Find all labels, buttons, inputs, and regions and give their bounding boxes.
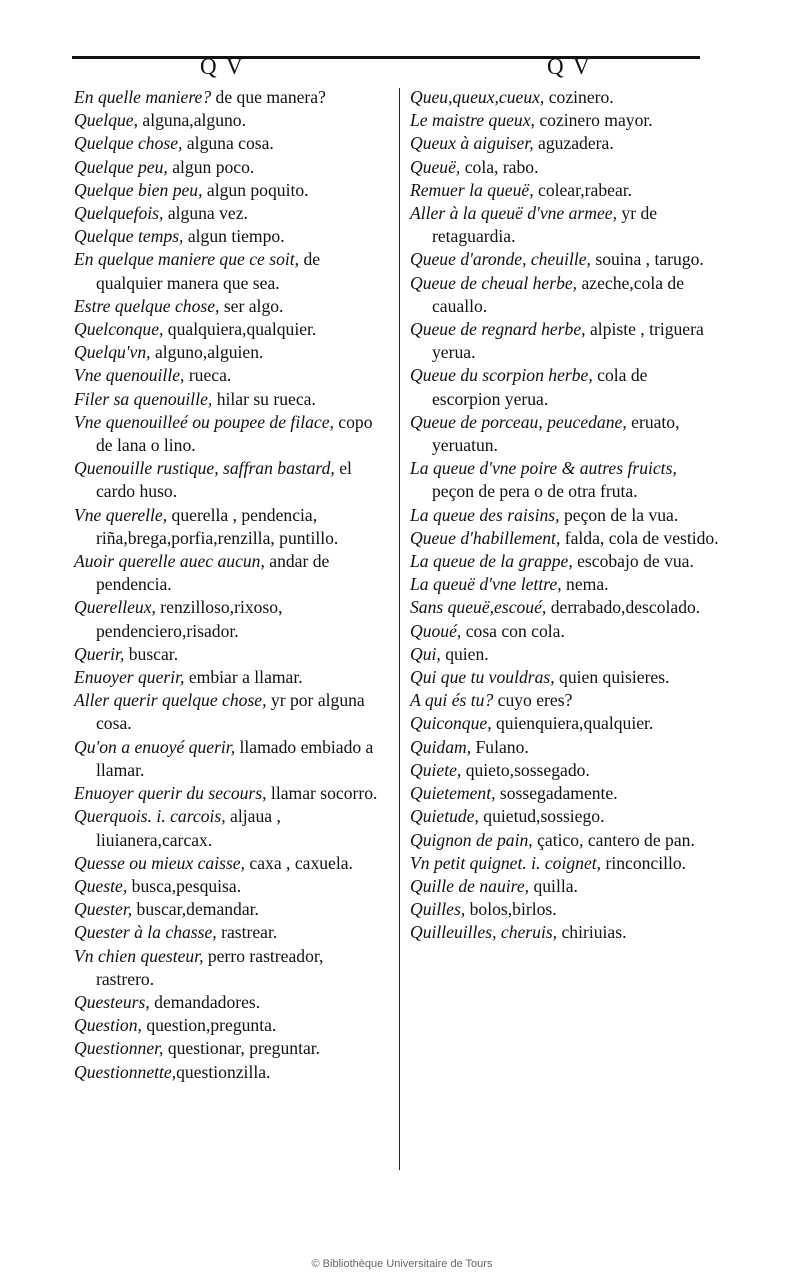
entry-translation: de que manera? — [211, 87, 326, 107]
dictionary-entry — [410, 411, 720, 457]
entry-headword: Queux à aiguiser, — [410, 133, 534, 154]
entry-translation: cosa con cola. — [461, 620, 565, 641]
entry-translation: caxa , caxuela. — [245, 852, 353, 873]
entry-translation: embiar a llamar. — [184, 667, 303, 688]
entry-translation: questionzilla. — [176, 1061, 271, 1082]
dictionary-entry — [410, 527, 720, 550]
entry-headword: Vne querelle, — [74, 504, 168, 525]
dictionary-entry — [74, 202, 379, 225]
entry-translation: quieto,sossegado. — [461, 759, 590, 780]
dictionary-entry — [410, 759, 720, 782]
entry-headword: Quester à la chasse, — [74, 922, 217, 943]
entry-translation: algun tiempo. — [183, 226, 285, 247]
running-head-right: Q V — [547, 54, 592, 79]
dictionary-entry — [410, 179, 720, 202]
entry-headword: Quignon de pain, — [410, 829, 533, 850]
dictionary-entry — [410, 875, 720, 898]
entry-translation: rastrear. — [216, 922, 278, 943]
entry-translation: perro rastreador, rastrero. — [96, 945, 324, 989]
entry-headword: Vn petit quignet. i. coignet, — [410, 852, 602, 873]
entry-headword: Vn chien questeur, — [74, 945, 204, 966]
entry-headword: La queue de la grappe, — [410, 551, 573, 572]
dictionary-entry — [410, 504, 720, 527]
entry-translation: alguna cosa. — [182, 133, 274, 154]
dictionary-entry — [410, 248, 720, 271]
running-head-left: Q V — [200, 54, 245, 79]
entry-headword: Querelleux, — [74, 597, 156, 618]
entry-headword: Quilleuilles, cheruis, — [410, 922, 558, 943]
entry-translation: souina , tarugo. — [590, 249, 704, 270]
entry-translation: alguna vez. — [163, 203, 248, 224]
entry-headword: La queue d'vne poire & autres fruicts, — [410, 458, 677, 479]
entry-headword: Querir, — [74, 643, 125, 664]
dictionary-entry — [410, 156, 720, 179]
entry-headword: Qui que tu vouldras, — [410, 667, 555, 688]
entry-translation: el cardo huso. — [96, 458, 352, 502]
entry-translation: buscar,demandar. — [132, 899, 259, 920]
dictionary-entry — [74, 504, 379, 550]
dictionary-entry — [74, 945, 379, 991]
dictionary-entry — [410, 109, 720, 132]
entry-headword: Queue de cheual herbe, — [410, 272, 578, 293]
dictionary-entry — [410, 805, 720, 828]
entry-headword: Qu'on a enuoyé querir, — [74, 736, 236, 757]
entry-translation: escobajo de vua. — [572, 551, 694, 572]
dictionary-entry — [410, 782, 720, 805]
entry-translation: llamado embiado a llamar. — [96, 736, 374, 780]
entry-headword: La queue des raisins, — [410, 504, 560, 525]
dictionary-entry — [74, 86, 379, 109]
entry-translation: aljaua , liuianera,carcax. — [96, 806, 281, 850]
entry-translation: Fulano. — [471, 736, 529, 757]
entry-headword: Aller à la queuë d'vne armee, — [410, 203, 618, 224]
entry-translation: nema. — [561, 574, 609, 595]
entry-translation: querella , pendencia, riña,brega,porfia,renzilla, puntillo. — [96, 504, 339, 548]
entry-headword: Questionner, — [74, 1038, 164, 1059]
entry-headword: Quelque peu, — [74, 156, 168, 177]
dictionary-entry — [74, 898, 379, 921]
dictionary-entry — [410, 596, 720, 619]
dictionary-entry — [74, 1014, 379, 1037]
dictionary-entry — [74, 596, 379, 642]
entry-translation: cola de escorpion yerua. — [432, 365, 648, 409]
entry-translation: algun poquito. — [202, 179, 309, 200]
entry-translation: rinconcillo. — [601, 852, 687, 873]
entry-translation: yr de retaguardia. — [432, 203, 658, 247]
entry-headword: Queue d'habillement, — [410, 527, 561, 548]
entry-translation: ser algo. — [219, 295, 284, 316]
dictionary-entry — [410, 620, 720, 643]
entry-headword: Remuer la queuë, — [410, 179, 534, 200]
footer-credit: © Bibliothèque Universitaire de Tours — [311, 1258, 493, 1270]
dictionary-entry — [74, 852, 379, 875]
dictionary-entry — [410, 689, 720, 712]
dictionary-entry — [74, 736, 379, 782]
entry-translation: bolos,birlos. — [465, 899, 557, 920]
dictionary-entry — [74, 666, 379, 689]
entry-translation: cuyo eres? — [493, 690, 573, 711]
dictionary-entry — [410, 829, 720, 852]
entry-headword: Queue de regnard herbe, — [410, 319, 586, 340]
column-divider — [399, 88, 400, 1170]
entry-translation: cola, rabo. — [460, 156, 539, 177]
dictionary-entry — [74, 388, 379, 411]
dictionary-entry — [410, 318, 720, 364]
dictionary-entry — [74, 295, 379, 318]
entry-headword: Queue d'aronde, cheuille, — [410, 249, 591, 270]
entry-headword: Estre quelque chose, — [74, 295, 220, 316]
dictionary-entry — [410, 86, 720, 109]
entry-translation: de qualquier manera que sea. — [96, 249, 321, 293]
entry-headword: Questionnette, — [74, 1061, 177, 1082]
entry-translation: yr por alguna cosa. — [96, 690, 365, 734]
dictionary-entry — [74, 550, 379, 596]
dictionary-entry — [74, 921, 379, 944]
entry-translation: aguzadera. — [533, 133, 614, 154]
entry-translation: question,pregunta. — [141, 1015, 277, 1036]
entry-translation: alguna,alguno. — [138, 110, 246, 131]
dictionary-entry — [410, 666, 720, 689]
entry-headword: A qui és tu? — [410, 690, 494, 711]
dictionary-entry — [74, 782, 379, 805]
entry-translation: falda, cola de vestido. — [560, 527, 719, 548]
entry-headword: Sans queuë,escoué, — [410, 597, 547, 618]
entry-headword: Queuë, — [410, 156, 461, 177]
dictionary-entry — [74, 341, 379, 364]
dictionary-entry — [74, 805, 379, 851]
entry-headword: Enuoyer querir, — [74, 667, 185, 688]
entry-translation: qualquiera,qualquier. — [163, 319, 317, 340]
dictionary-entry — [74, 248, 379, 294]
entry-headword: En quelle maniere? — [74, 87, 212, 107]
entry-translation: rueca. — [184, 365, 232, 386]
entry-headword: Quoué, — [410, 620, 462, 641]
entry-headword: Quietude, — [410, 806, 479, 827]
entry-headword: Queue de porceau, peucedane, — [410, 411, 627, 432]
entry-translation: renzilloso,rixoso, pendenciero,risador. — [96, 597, 283, 641]
entry-headword: Querquois. i. carcois, — [74, 806, 226, 827]
dictionary-entry — [74, 411, 379, 457]
dictionary-entry — [410, 202, 720, 248]
dictionary-entry — [410, 852, 720, 875]
entry-headword: Quidam, — [410, 736, 472, 757]
entry-headword: Le maistre queux, — [410, 110, 535, 131]
entry-headword: Quietement, — [410, 783, 496, 804]
entry-translation: sossegadamente. — [495, 783, 618, 804]
entry-translation: alguno,alguien. — [150, 342, 264, 363]
entry-translation: llamar socorro. — [266, 783, 378, 804]
entry-headword: Quilles, — [410, 899, 466, 920]
dictionary-entry — [74, 643, 379, 666]
entry-headword: Queu,queux,cueux, — [410, 87, 545, 107]
entry-translation: cozinero mayor. — [534, 110, 653, 131]
top-rule — [72, 56, 700, 59]
entry-translation: questionar, preguntar. — [163, 1038, 321, 1059]
dictionary-entry — [410, 132, 720, 155]
entry-headword: Vne quenouille, — [74, 365, 185, 386]
entry-translation: cozinero. — [544, 87, 614, 107]
entry-translation: hilar su rueca. — [212, 388, 316, 409]
entry-translation: peçon de pera o de otra fruta. — [432, 481, 638, 502]
entry-headword: Queue du scorpion herbe, — [410, 365, 593, 386]
entry-headword: Enuoyer querir du secours, — [74, 783, 267, 804]
entry-headword: Queste, — [74, 875, 128, 896]
dictionary-entry — [410, 457, 720, 503]
entry-translation: derrabado,descolado. — [546, 597, 701, 618]
entry-headword: Auoir querelle auec aucun, — [74, 551, 265, 572]
dictionary-entry — [74, 1061, 379, 1084]
entry-translation: quienquiera,qualquier. — [491, 713, 654, 734]
entry-translation: andar de pendencia. — [96, 551, 330, 595]
entry-headword: Aller querir quelque chose, — [74, 690, 267, 711]
entry-translation: quien. — [440, 643, 489, 664]
entry-translation: quietud,sossiego. — [478, 806, 605, 827]
dictionary-entry — [410, 712, 720, 735]
dictionary-entry — [410, 736, 720, 759]
right-column — [410, 86, 720, 945]
entry-headword: Quester, — [74, 899, 133, 920]
entry-translation: copo de lana o lino. — [96, 411, 373, 456]
entry-translation: alpiste , triguera yerua. — [432, 319, 704, 363]
entry-translation: demandadores. — [149, 991, 261, 1012]
dictionary-entry — [410, 643, 720, 666]
dictionary-entry — [410, 921, 720, 944]
dictionary-entry — [410, 364, 720, 410]
dictionary-entry — [74, 689, 379, 735]
entry-translation: çatico, cantero de pan. — [532, 829, 695, 850]
entry-headword: En quelque maniere que ce soit, — [74, 249, 300, 270]
dictionary-entry — [74, 991, 379, 1014]
entry-headword: Quelque temps, — [74, 226, 184, 247]
dictionary-entry — [74, 364, 379, 387]
entry-translation: quien quisieres. — [554, 667, 670, 688]
entry-headword: Quelque bien peu, — [74, 179, 203, 200]
entry-translation: eruato, yeruatun. — [432, 411, 680, 456]
dictionary-entry — [74, 132, 379, 155]
entry-headword: Vne quenouilleé ou poupee de filace, — [74, 411, 334, 432]
dictionary-entry — [74, 875, 379, 898]
entry-headword: Quelquefois, — [74, 203, 164, 224]
entry-headword: Qui, — [410, 643, 441, 664]
entry-translation: algun poco. — [167, 156, 255, 177]
entry-translation: quilla. — [529, 875, 578, 896]
entry-headword: Quille de nauire, — [410, 875, 530, 896]
entry-translation: buscar. — [124, 643, 179, 664]
dictionary-entry — [74, 109, 379, 132]
dictionary-entry — [410, 550, 720, 573]
entry-headword: Filer sa quenouille, — [74, 388, 213, 409]
entry-headword: Quenouille rustique, saffran bastard, — [74, 458, 335, 479]
entry-translation: azeche,cola de cauallo. — [432, 272, 685, 316]
entry-headword: Quiete, — [410, 759, 462, 780]
entry-headword: Question, — [74, 1015, 142, 1036]
entry-headword: Quelconque, — [74, 319, 164, 340]
entry-headword: Quelque, — [74, 110, 139, 131]
entry-translation: colear,rabear. — [533, 179, 633, 200]
dictionary-entry — [74, 318, 379, 341]
entry-headword: Quiconque, — [410, 713, 492, 734]
entry-headword: Quelqu'vn, — [74, 342, 151, 363]
entry-headword: Questeurs, — [74, 991, 150, 1012]
dictionary-entry — [410, 898, 720, 921]
entry-headword: Quesse ou mieux caisse, — [74, 852, 246, 873]
dictionary-entry — [74, 1037, 379, 1060]
dictionary-entry — [74, 457, 379, 503]
entry-headword: Quelque chose, — [74, 133, 183, 154]
entry-translation: busca,pesquisa. — [127, 875, 242, 896]
entry-translation: chiriuias. — [557, 922, 627, 943]
dictionary-entry — [74, 179, 379, 202]
left-column — [74, 86, 379, 1084]
dictionary-entry — [74, 156, 379, 179]
dictionary-entry — [74, 225, 379, 248]
entry-headword: La queuë d'vne lettre, — [410, 574, 562, 595]
dictionary-entry — [410, 573, 720, 596]
dictionary-entry — [410, 272, 720, 318]
entry-translation: peçon de la vua. — [559, 504, 679, 525]
